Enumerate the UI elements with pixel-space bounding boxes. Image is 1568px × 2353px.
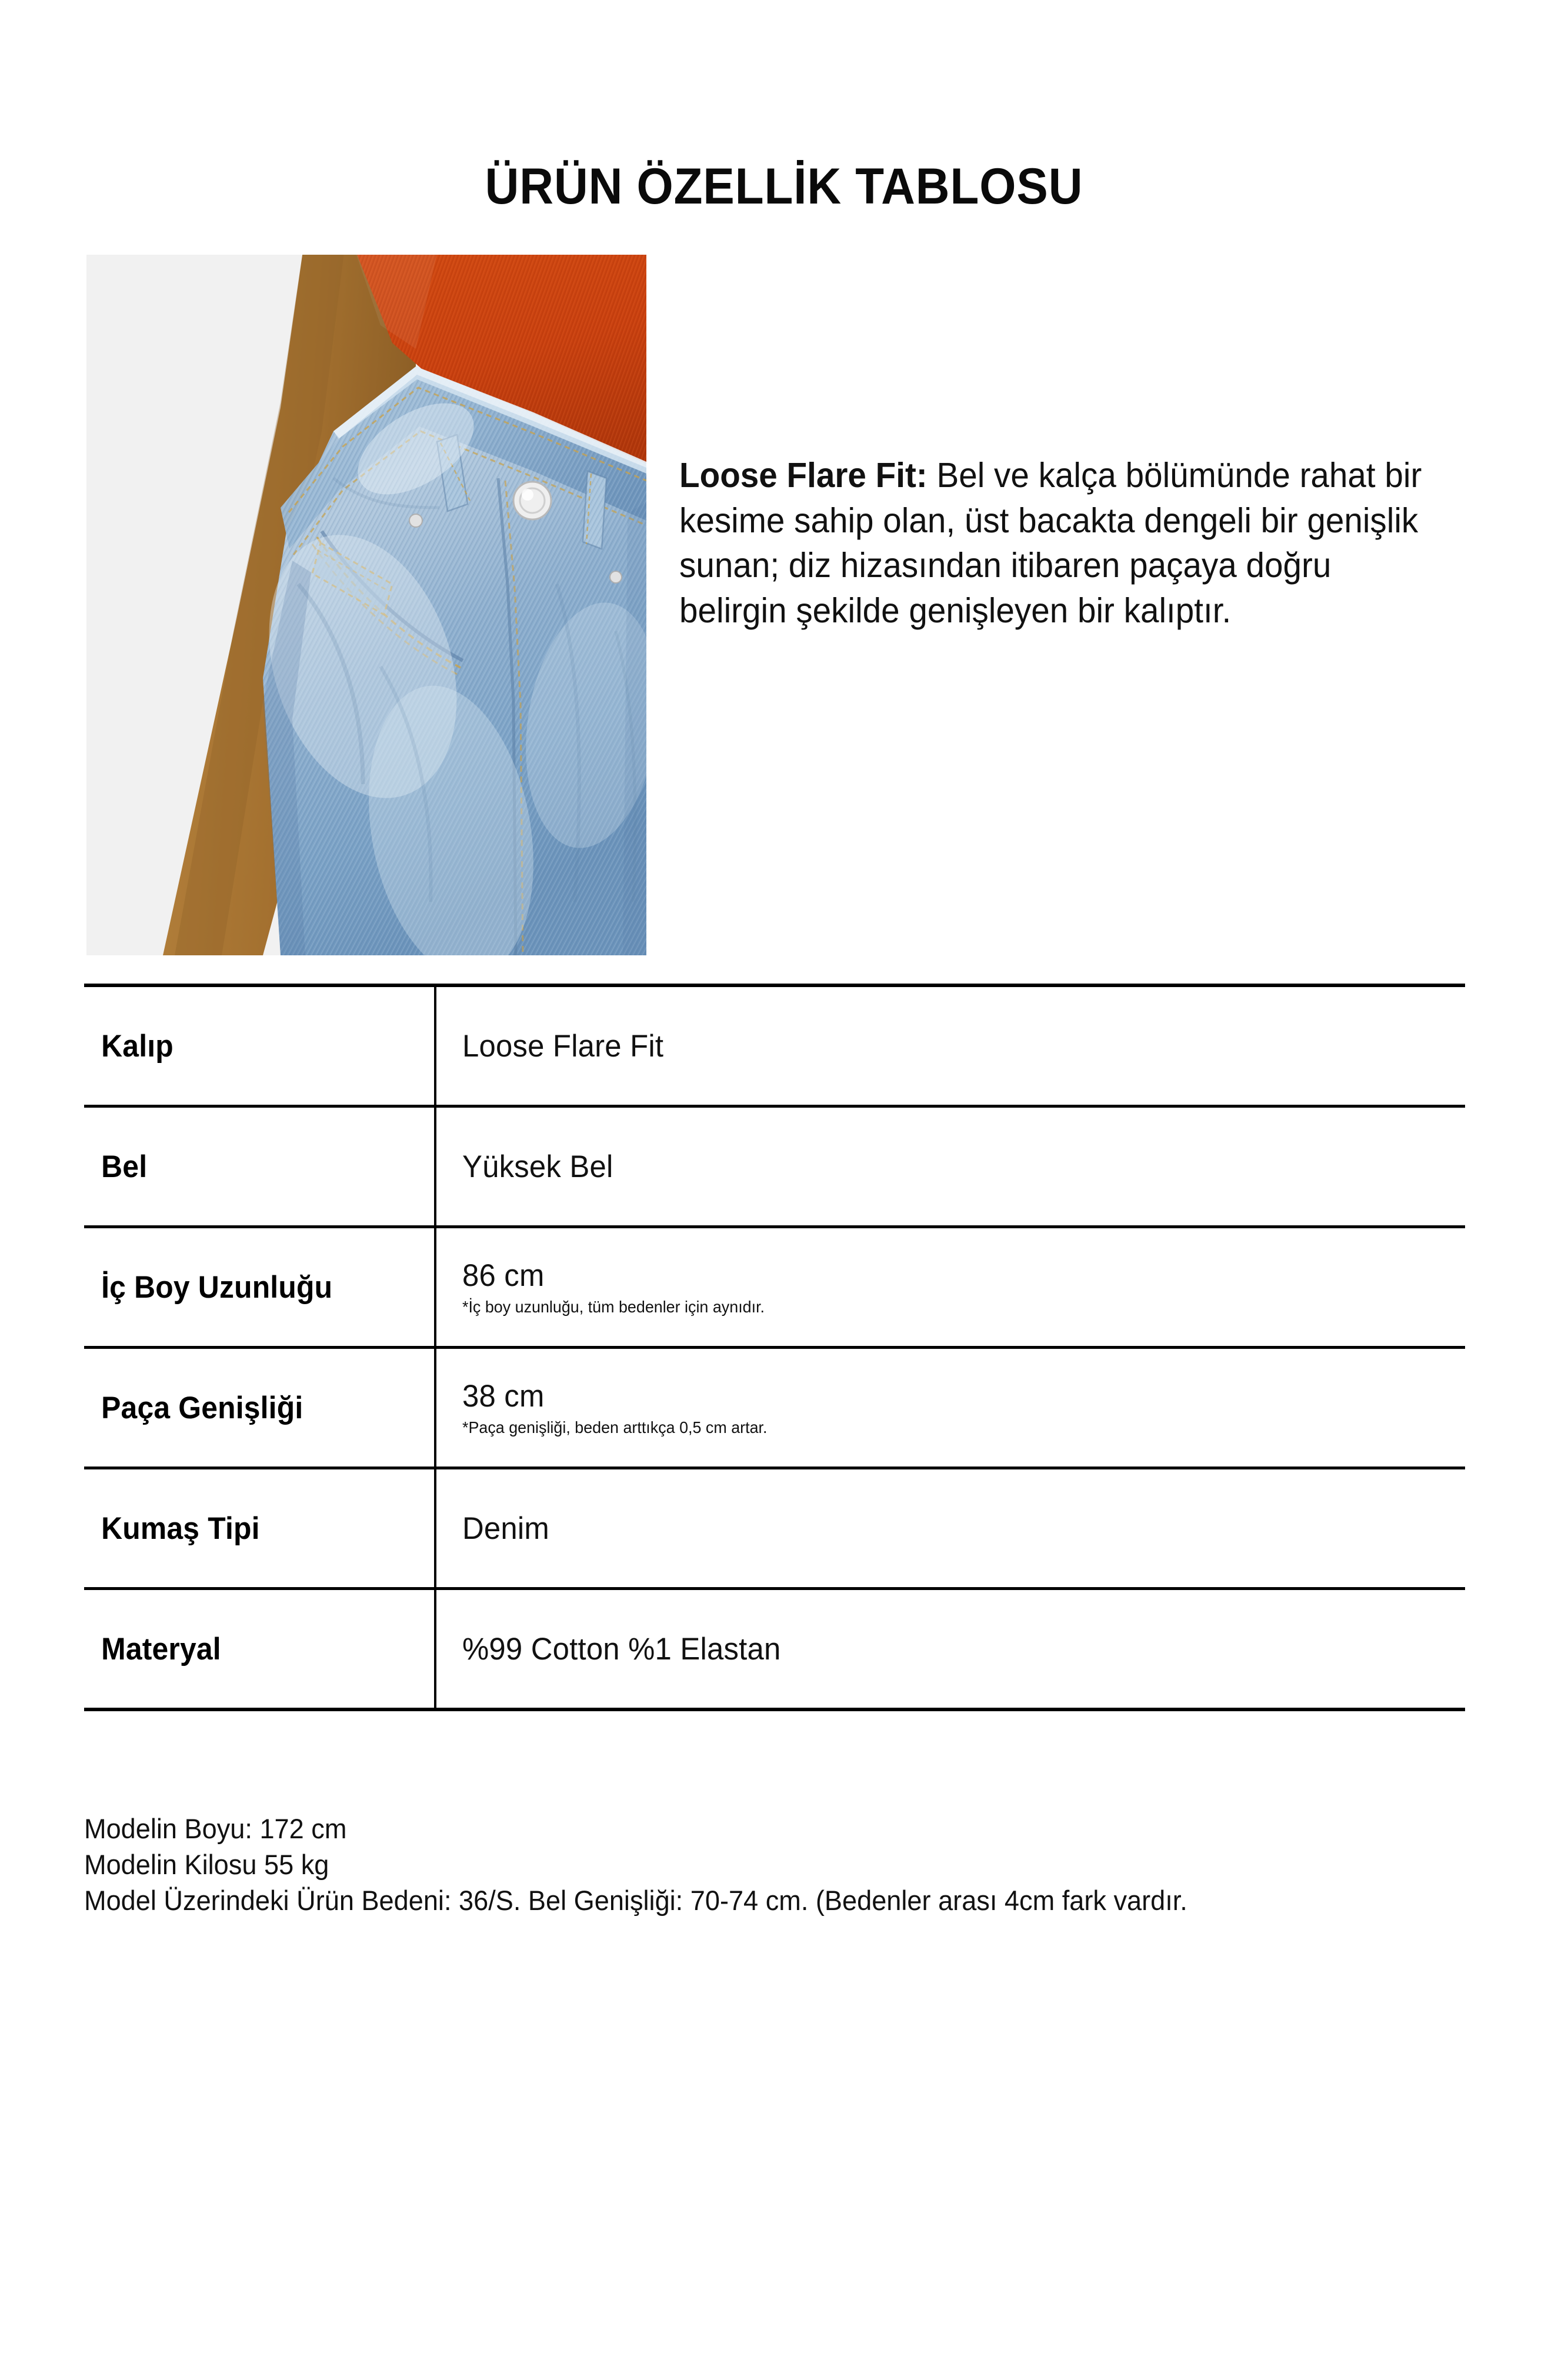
- table-row: [84, 1228, 1465, 1346]
- page-title: ÜRÜN ÖZELLİK TABLOSU: [485, 158, 1083, 215]
- table-row: [84, 1349, 1465, 1467]
- spec-value: 38 cm: [462, 1379, 545, 1414]
- spec-label: İç Boy Uzunluğu: [101, 1269, 333, 1305]
- spec-value-cell: [434, 1028, 1465, 1064]
- spec-label: Kumaş Tipi: [101, 1511, 260, 1546]
- spec-footnote: *Paça genişliği, beden arttıkça 0,5 cm artar.: [462, 1418, 768, 1437]
- model-info: [84, 1811, 1400, 1918]
- spec-value-cell: [434, 1511, 1465, 1547]
- spec-label: Bel: [101, 1149, 148, 1184]
- model-worn-size: Model Üzerindeki Ürün Bedeni: 36/S. Bel Genişliği: 70-74 cm. (Bedenler arası 4cm fark vardır.: [84, 1885, 1187, 1917]
- model-weight: Modelin Kilosu 55 kg: [84, 1849, 329, 1881]
- spec-value-cell: [434, 1631, 1465, 1667]
- spec-value-cell: [434, 1378, 1465, 1437]
- spec-label: Materyal: [101, 1631, 221, 1667]
- spec-label: Paça Genişliği: [101, 1390, 303, 1425]
- spec-value-cell: [434, 1258, 1465, 1317]
- table-row: [84, 1469, 1465, 1587]
- fit-description-lead: Loose Flare Fit:: [679, 456, 928, 495]
- spec-value: 86 cm: [462, 1258, 545, 1293]
- spec-value: Yüksek Bel: [462, 1149, 613, 1184]
- spec-value: Loose Flare Fit: [462, 1028, 664, 1064]
- spec-footnote: *İç boy uzunluğu, tüm bedenler için aynıdır.: [462, 1298, 765, 1316]
- spec-value: Denim: [462, 1511, 549, 1546]
- spec-value: %99 Cotton %1 Elastan: [462, 1631, 781, 1667]
- spec-label: Kalıp: [101, 1028, 174, 1064]
- product-photo-illustration: [86, 255, 646, 955]
- spec-value-cell: [434, 1149, 1465, 1185]
- product-image: [86, 255, 646, 955]
- table-row: [84, 1108, 1465, 1225]
- spec-table: [84, 984, 1465, 1711]
- fit-description: [679, 453, 1447, 634]
- fit-description-body: Bel ve kalça bölümünde rahat bir kesime sahip olan, üst bacakta dengeli bir genişlik sunan; diz hizasından itibaren paçaya doğru belirgin şekilde genişleyen bir kalıptır.: [679, 456, 1422, 631]
- table-row: [84, 1590, 1465, 1708]
- table-border-bottom: [84, 1708, 1465, 1711]
- model-height: Modelin Boyu: 172 cm: [84, 1813, 347, 1844]
- table-row: [84, 987, 1465, 1105]
